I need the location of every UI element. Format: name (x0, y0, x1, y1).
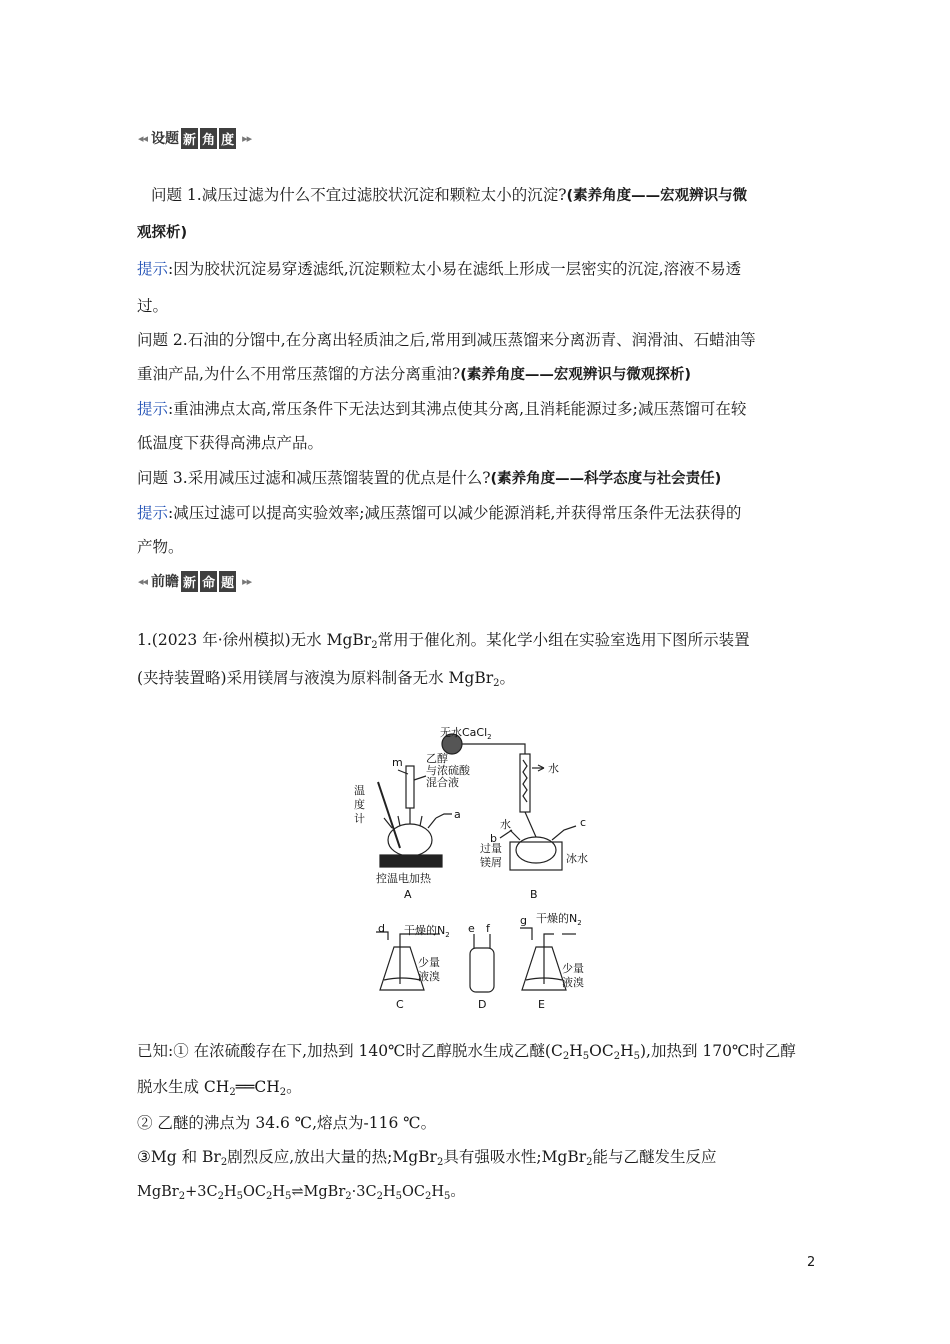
caption-d: D (478, 998, 487, 1011)
known-text: 能与乙醚发生反应 (592, 1148, 717, 1166)
caption-c: C (396, 998, 404, 1011)
known-text: 剧烈反应,放出大量的热;MgBr (227, 1148, 437, 1166)
question-2-text: 重油产品,为什么不用常压蒸馏的方法分离重油? (137, 365, 461, 383)
cacl2-label: 无水CaCl$_2$ (440, 726, 492, 741)
bromine-label: 液溴 (562, 976, 584, 989)
left-chevron-decoration-icon: ◂◂ (138, 131, 148, 145)
known-1-cont (137, 1077, 302, 1097)
three-neck-flask-b (516, 837, 556, 863)
thermometer (378, 782, 400, 848)
hint-label: 提示 (137, 260, 169, 278)
subscript: 2 (265, 1191, 273, 1202)
equilibrium-arrow-icon: ⇌ (291, 1184, 304, 1200)
equation-text: ·3C (351, 1184, 377, 1200)
known-3 (137, 1147, 717, 1167)
question-3-text: 问题 3.采用减压过滤和减压蒸馏装置的优点是什么? (137, 469, 491, 487)
known-text: ),加热到 170℃时乙醇 (639, 1042, 796, 1060)
known-1 (137, 1041, 796, 1061)
subscript: 2 (493, 678, 500, 689)
tubes-d (474, 934, 490, 948)
question-1-text: 问题 1.减压过滤为什么不宜过滤胶状沉淀和颗粒太小的沉淀? (151, 186, 567, 204)
question-2-cont (137, 364, 691, 385)
right-chevron-decoration-icon: ▸▸ (242, 574, 252, 588)
equation-text: 。 (450, 1184, 465, 1200)
ethanol-label: 混合液 (426, 776, 459, 789)
bromine-label: 液溴 (418, 970, 440, 983)
banner-badge: 新 (181, 128, 198, 149)
equation-text: OC (401, 1184, 425, 1200)
subscript: 5 (633, 1051, 640, 1062)
mg-label: 过量 (480, 842, 502, 855)
right-chevron-decoration-icon: ▸▸ (242, 131, 252, 145)
dropping-funnel (406, 766, 414, 808)
hint-label: 提示 (137, 400, 169, 418)
hint-2-cont (137, 433, 323, 453)
hint-3-cont (137, 537, 184, 557)
hint-2 (137, 399, 746, 419)
equation-text: OC (242, 1184, 266, 1200)
known-text: 已知:① 在浓硫酸存在下,加热到 140℃时乙醇脱水生成乙醚(C (137, 1042, 563, 1060)
thermometer-label: 度 (354, 798, 365, 811)
banner-title-char: 前 (151, 574, 166, 590)
subscript: 5 (443, 1191, 451, 1202)
hint-text: 低温度下获得高沸点产品。 (137, 434, 324, 452)
section-banner-design (138, 127, 251, 149)
flask-b-necks (510, 812, 576, 840)
known-text: 。 (286, 1078, 302, 1096)
subscript: 2 (229, 1087, 236, 1098)
problem-1 (137, 630, 750, 650)
subscript: 2 (562, 1051, 570, 1062)
apparatus-diagram (340, 722, 620, 1022)
hint-text: :减压过滤可以提高实验效率;减压蒸馏可以减少能源消耗,并获得常压条件无法获得的 (168, 504, 742, 522)
equation-text: +3C (185, 1184, 218, 1200)
known-text: H (569, 1042, 583, 1060)
thermometer-label: 温 (354, 784, 365, 797)
apparatus-d (470, 934, 494, 992)
banner-title-char: 瞻 (165, 574, 180, 590)
label-d: d (378, 922, 385, 935)
bottle-d (470, 948, 494, 992)
label-c: c (580, 816, 587, 829)
leader-ethanol (414, 776, 426, 780)
drying-tube-connector (462, 744, 525, 754)
bromine-label: 少量 (418, 956, 440, 969)
heater-label: 控温电加热 (376, 872, 431, 885)
label-g: g (520, 914, 527, 927)
equation-text: MgBr (137, 1184, 179, 1200)
hint-text: :重油沸点太高,常压条件下无法达到其沸点使其分离,且消耗能源过多;减压蒸馏可在较 (168, 400, 747, 418)
apparatus-b (442, 734, 576, 870)
condenser-coil (523, 760, 527, 802)
known-text: 具有强吸水性;MgBr (443, 1148, 587, 1166)
known-text: ③Mg 和 Br (137, 1148, 221, 1166)
label-f: f (486, 922, 490, 935)
outlet-a (436, 814, 452, 818)
problem-text: (夹持装置略)采用镁屑与液溴为原料制备无水 MgBr (137, 669, 494, 687)
banner-badge: 新 (181, 571, 198, 592)
banner-badge: 度 (219, 128, 236, 149)
hint-text: :因为胶状沉淀易穿透滤纸,沉淀颗粒太小易在滤纸上形成一层密实的沉淀,溶液不易透 (168, 260, 742, 278)
apparatus-figure (340, 722, 620, 1022)
question-1-cont (137, 222, 187, 243)
question-1 (151, 185, 747, 206)
subscript: 2 (586, 1157, 593, 1168)
banner-badge: 命 (200, 571, 217, 592)
problem-text: 1.(2023 年·徐州模拟)无水 MgBr (137, 631, 372, 649)
equation-text: H (431, 1184, 444, 1200)
subscript: 2 (178, 1191, 186, 1202)
thermometer-label: 计 (354, 812, 365, 825)
banner-title-char: 设 (151, 131, 166, 147)
liquid-c (384, 978, 420, 980)
problem-1-cont (137, 668, 515, 688)
subscript: 2 (424, 1191, 432, 1202)
subscript: 2 (345, 1191, 352, 1202)
ethanol-label: 与浓硫酸 (426, 764, 470, 777)
known-text: ══CH (235, 1078, 280, 1096)
section-banner-forward (138, 570, 251, 592)
hint-3 (137, 503, 741, 523)
known-text: OC (589, 1042, 614, 1060)
question-2 (137, 330, 756, 350)
label-m: m (392, 756, 403, 769)
left-chevron-decoration-icon: ◂◂ (138, 574, 148, 588)
caption-e: E (538, 998, 545, 1011)
banner-title-char: 题 (165, 131, 180, 147)
literacy-tag: (素养角度——宏观辨识与微观探析) (460, 367, 692, 383)
hint-1 (137, 259, 741, 279)
tubes-e (520, 928, 554, 940)
subscript: 5 (236, 1191, 243, 1202)
problem-text: 常用于催化剂。某化学小组在实验室选用下图所示装置 (377, 631, 750, 649)
literacy-tag: (素养角度——科学态度与社会责任) (490, 471, 722, 487)
known-text: H (620, 1042, 634, 1060)
hint-label: 提示 (137, 504, 169, 522)
known-text: ② 乙醚的沸点为 34.6 ℃,熔点为-116 ℃。 (137, 1114, 437, 1132)
n2-label-e: 干燥的$N_2$ (536, 912, 582, 927)
hint-text: 过。 (137, 297, 169, 315)
equation-text: H (223, 1184, 237, 1200)
caption-b: B (530, 888, 538, 901)
banner-badge: 题 (219, 571, 236, 592)
ethanol-label: 乙醇 (426, 752, 448, 765)
subscript: 5 (395, 1191, 402, 1202)
water-label: 水 (500, 818, 511, 831)
mg-label: 镁屑 (480, 856, 502, 869)
subscript: 5 (582, 1051, 590, 1062)
caption-a: A (404, 888, 412, 901)
problem-text: 。 (499, 669, 516, 687)
water-label: 水 (548, 762, 559, 775)
label-a: a (454, 808, 461, 821)
inlet-b (500, 830, 512, 838)
equation-text: H (272, 1184, 285, 1200)
label-e: e (468, 922, 475, 935)
label-b: b (490, 832, 497, 845)
n2-label-c: 干燥的$N_2$ (404, 924, 450, 939)
known-text: 脱水生成 CH (137, 1078, 230, 1096)
hint-text: 产物。 (137, 538, 184, 556)
subscript: 2 (220, 1157, 228, 1168)
hint-1-cont (137, 296, 168, 316)
ice-water-label: 冰水 (566, 852, 588, 865)
page-number: 2 (807, 1255, 816, 1270)
subscript: 2 (436, 1157, 444, 1168)
heater-block (380, 855, 442, 867)
bromine-label: 少量 (562, 962, 584, 975)
equation-text: MgBr (303, 1184, 346, 1200)
subscript: 2 (217, 1191, 224, 1202)
equation (137, 1182, 465, 1202)
banner-badge: 角 (200, 128, 217, 149)
equation-text: H (382, 1184, 396, 1200)
literacy-tag: 观探析) (137, 225, 188, 241)
subscript: 2 (613, 1051, 621, 1062)
literacy-tag: (素养角度——宏观辨识与微 (566, 188, 748, 204)
subscript: 2 (371, 640, 378, 651)
known-2 (137, 1113, 436, 1133)
subscript: 5 (285, 1191, 292, 1202)
question-3 (137, 468, 721, 489)
question-2-text: 问题 2.石油的分馏中,在分离出轻质油之后,常用到减压蒸馏来分离沥青、润滑油、石蜡油等 (137, 331, 756, 349)
subscript: 2 (279, 1087, 287, 1098)
subscript: 2 (376, 1191, 383, 1202)
